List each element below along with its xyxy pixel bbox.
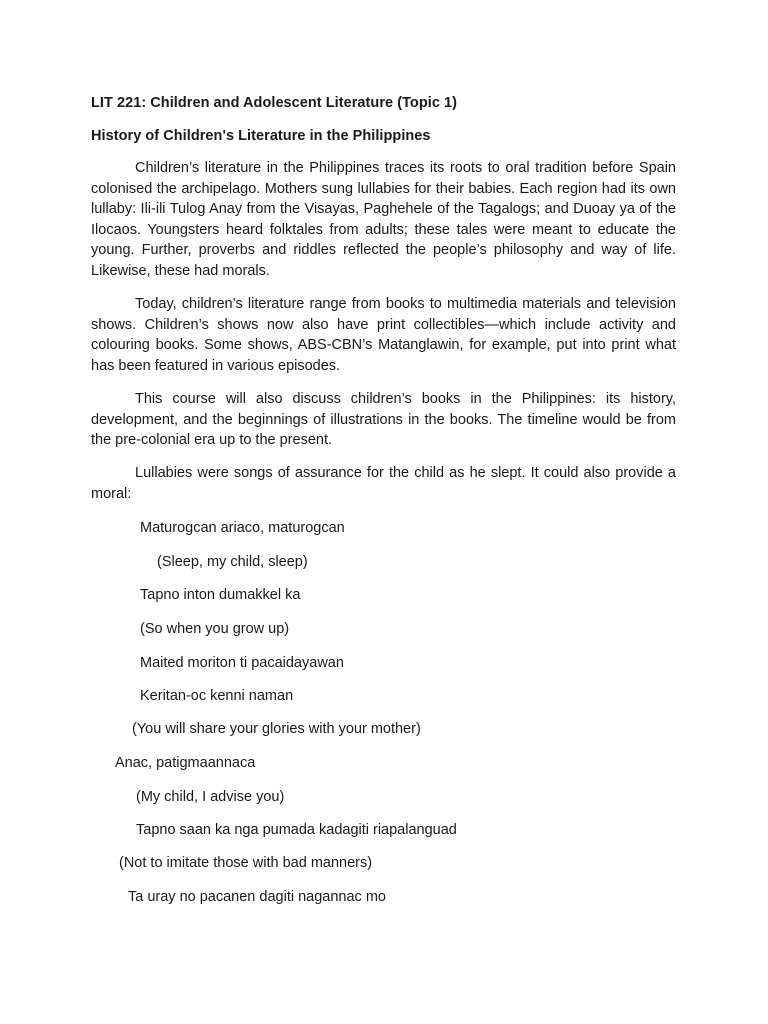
verse-line: Keritan-oc kenni naman: [140, 688, 294, 704]
verse-line: Tapno saan ka nga pumada kadagiti riapalanguad: [136, 822, 457, 838]
verse-line: (So when you grow up): [140, 621, 290, 637]
verse-line: Maited moriton ti pacaidayawan: [140, 655, 344, 671]
paragraph-oral-tradition: Children’s literature in the Philippines traces its roots to oral tradition before Spain colonised the archipelago. Mothers sung lullabies for their babies. Each region had its own lullaby: Ili-ili Tulog Anay from the Visayas, Paghehele of the Tagalogs; and Duoay ya of the Ilocaos. Youngsters heard folktales from adults; these tales were meant to educate the young. Further, proverbs and riddles reflected the people’s philosophy and way of life. Likewise, these had morals.: [91, 160, 676, 279]
section-heading: History of Children's Literature in the Philippines: [91, 128, 431, 144]
verse-line: (Not to imitate those with bad manners): [119, 855, 373, 871]
verse-line: (Sleep, my child, sleep): [157, 554, 308, 570]
document-title: LIT 221: Children and Adolescent Literature (Topic 1): [91, 95, 458, 111]
verse-line: (My child, I advise you): [136, 789, 285, 805]
paragraph-course-scope: This course will also discuss children’s books in the Philippines: its history, development, and the beginnings of illustrations in the books. The timeline would be from the pre-colonial era up to the present.: [91, 391, 676, 448]
verse-line: (You will share your glories with your mother): [132, 721, 421, 737]
paragraph-today: Today, children’s literature range from books to multimedia materials and television shows. Children’s shows now also have print collectibles—which include activity and colouring books. Some shows, ABS-CBN’s Matanglawin, for example, put into print what has been featured in various episodes.: [91, 296, 676, 374]
verse-line: Ta uray no pacanen dagiti nagannac mo: [128, 889, 386, 905]
verse-line: Tapno inton dumakkel ka: [140, 587, 301, 603]
verse-line: Anac, patigmaannaca: [115, 755, 256, 771]
paragraph-lullabies: Lullabies were songs of assurance for the child as he slept. It could also provide a moral:: [91, 465, 676, 502]
verse-line: Maturogcan ariaco, maturogcan: [140, 520, 345, 536]
